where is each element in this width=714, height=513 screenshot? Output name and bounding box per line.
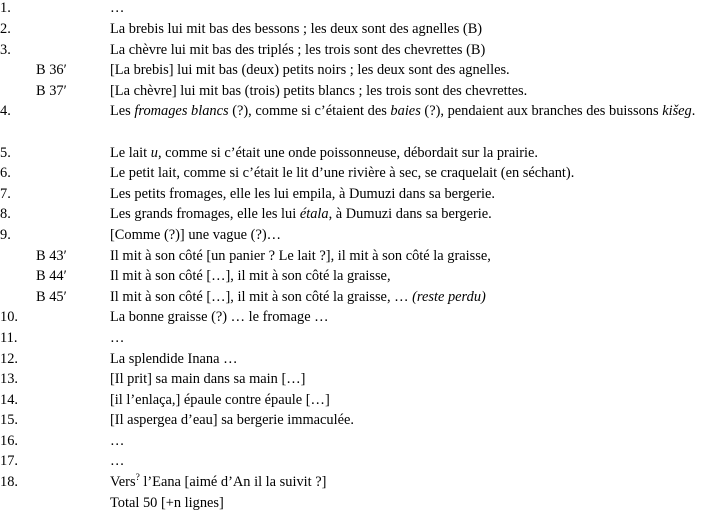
text-line (0, 246, 714, 267)
line-number: 9. (0, 226, 11, 243)
line-number: 1. (0, 0, 11, 16)
line-number: 18. (0, 474, 18, 491)
text-segment: , comme si c’était une onde poissonneuse, débordait sur la prairie. (157, 144, 539, 161)
italic-term: fromages blancs (134, 103, 229, 120)
text-segment: [il l’enlaça,] épaule contre épaule […] (110, 391, 330, 408)
text-line (0, 266, 714, 287)
line-number: 10. (0, 309, 18, 326)
line-text (110, 184, 495, 205)
text-segment: l’Eana [aimé d’An il la suivit ?] (139, 474, 327, 491)
line-number: 16. (0, 432, 18, 449)
text-segment: (?), comme si c’étaient des (228, 103, 391, 120)
text-line (0, 431, 714, 452)
text-line (0, 60, 714, 81)
text-segment: … (110, 432, 125, 449)
line-text (110, 349, 237, 370)
text-line (0, 369, 714, 390)
italic-term: étala (299, 206, 329, 223)
text-line (0, 81, 714, 102)
line-number: 14. (0, 391, 18, 408)
source-reference: B 45′ (36, 288, 67, 305)
line-text (110, 493, 224, 513)
text-line (0, 184, 714, 205)
text-segment: Le petit lait, comme si c’était le lit d’une rivière à sec, se craquelait (en séchant). (110, 165, 575, 182)
line-text (110, 40, 485, 61)
text-segment: [La brebis] lui mit bas (deux) petits noirs ; les deux sont des agnelles. (110, 62, 510, 79)
text-line (0, 163, 714, 184)
line-number: 6. (0, 165, 11, 182)
text-line (0, 307, 714, 328)
line-text (110, 431, 124, 452)
text-segment: … (110, 329, 125, 346)
italic-term: kišeg (662, 103, 692, 120)
text-line (0, 410, 714, 431)
line-text (110, 204, 492, 225)
text-segment: Vers (110, 474, 136, 491)
line-text (110, 287, 486, 308)
line-number: 7. (0, 185, 11, 202)
text-segment: Les grands fromages, elle les lui (110, 206, 300, 223)
line-text (110, 143, 538, 164)
source-reference: B 37′ (36, 82, 67, 99)
line-text (110, 451, 124, 472)
text-segment: Il mit à son côté […], il mit à son côté la graisse, … (110, 288, 413, 305)
text-line (0, 143, 714, 164)
line-text (110, 225, 281, 246)
text-segment: La splendide Inana … (110, 350, 238, 367)
text-line (0, 40, 714, 61)
text-segment: [Il aspergea d’eau] sa bergerie immaculée. (110, 412, 354, 429)
source-reference: B 44′ (36, 268, 67, 285)
text-segment: La chèvre lui mit bas des triplés ; les trois sont des chevrettes (B) (110, 41, 486, 58)
source-reference: B 43′ (36, 247, 67, 264)
text-segment: . (691, 103, 696, 120)
text-segment: Les petits fromages, elle les lui empila, à Dumuzi dans sa bergerie. (110, 185, 495, 202)
line-text (110, 246, 491, 267)
text-segment: La bonne graisse (?) … le fromage … (110, 309, 329, 326)
text-line (0, 204, 714, 225)
superscript-mark: ? (135, 473, 140, 484)
text-segment: Les (110, 103, 135, 120)
line-number: 17. (0, 453, 18, 470)
line-text (110, 163, 574, 184)
text-segment: Il mit à son côté […], il mit à son côté la graisse, (110, 268, 391, 285)
text-segment: La brebis lui mit bas des bessons ; les deux sont des agnelles (B) (110, 21, 483, 37)
text-segment: … (110, 0, 125, 16)
line-text (110, 410, 354, 431)
line-number: 15. (0, 412, 18, 429)
line-text (110, 81, 527, 102)
text-line (0, 0, 714, 19)
line-text (110, 101, 714, 122)
text-segment: [Comme (?)] une vague (?)… (110, 226, 282, 243)
text-line (0, 349, 714, 370)
line-number: 12. (0, 350, 18, 367)
line-text (110, 307, 329, 328)
line-text (110, 60, 510, 81)
source-reference: B 36′ (36, 62, 67, 79)
text-segment: , à Dumuzi dans sa bergerie. (328, 206, 492, 223)
line-number: 4. (0, 103, 11, 120)
text-segment: Il mit à son côté [un panier ? Le lait ?], il mit à son côté la graisse, (110, 247, 491, 264)
line-number: 13. (0, 371, 18, 388)
text-line (0, 493, 714, 513)
line-number: 3. (0, 41, 11, 58)
line-number: 8. (0, 206, 11, 223)
italic-term: (reste perdu) (412, 288, 486, 305)
line-text (110, 19, 482, 40)
text-line (0, 101, 714, 142)
text-segment: Le lait (110, 144, 151, 161)
text-segment: [Il prit] sa main dans sa main […] (110, 371, 306, 388)
text-line (0, 328, 714, 349)
text-segment: (?), pendaient aux branches des buissons (420, 103, 663, 120)
text-line (0, 472, 714, 493)
line-text (110, 472, 326, 493)
text-line (0, 287, 714, 308)
line-number: 2. (0, 21, 11, 37)
italic-term: u (150, 144, 158, 161)
text-segment: [La chèvre] lui mit bas (trois) petits blancs ; les trois sont des chevrettes. (110, 82, 528, 99)
line-number: 5. (0, 144, 11, 161)
italic-term: baies (390, 103, 421, 120)
line-number: 11. (0, 329, 18, 346)
text-line (0, 390, 714, 411)
text-line (0, 225, 714, 246)
line-text (110, 0, 124, 16)
line-text (110, 266, 391, 287)
text-segment: Total 50 [+n lignes] (110, 494, 224, 511)
line-text (110, 328, 124, 349)
line-text (110, 390, 330, 411)
text-segment: … (110, 453, 125, 470)
text-line (0, 451, 714, 472)
text-line (0, 19, 714, 40)
line-text (110, 369, 305, 390)
